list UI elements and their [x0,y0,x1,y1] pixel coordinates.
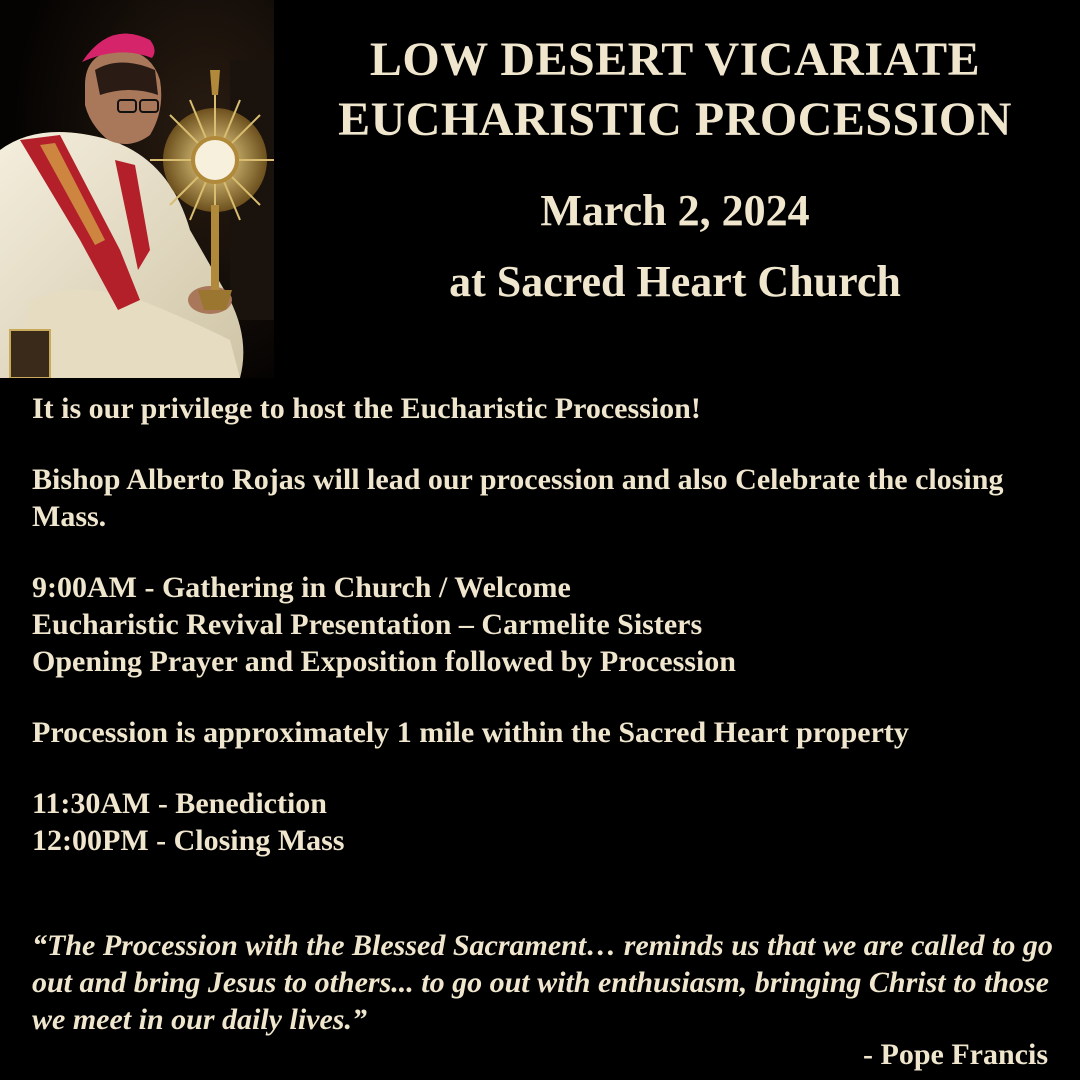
bishop-monstrance-photo [0,0,274,378]
schedule-item: 12:00PM - Closing Mass [32,824,345,857]
pope-quote: “The Procession with the Blessed Sacrament… reminds us that we are called to go out and bring Jesus to others... to go out with enthusiasm, bringing Christ to those we meet in our daily lives.” [32,929,1053,1036]
title-line-2: EUCHARISTIC PROCESSION [338,93,1012,146]
quote-attribution: - Pope Francis [863,1038,1048,1071]
schedule-item: Eucharistic Revival Presentation – Carmelite Sisters [32,608,703,641]
title-line-1: LOW DESERT VICARIATE [369,33,981,86]
schedule-item: 9:00AM - Gathering in Church / Welcome [32,571,571,604]
schedule-item: 11:30AM - Benediction [32,787,327,820]
route-text: Procession is approximately 1 mile within the Sacred Heart property [32,716,909,749]
event-date: March 2, 2024 [540,186,810,235]
intro-text: It is our privilege to host the Eucharistic Procession! [32,392,701,425]
header [300,30,1050,305]
bishop-text: Bishop Alberto Rojas will lead our procession and also Celebrate the closing Mass. [32,463,1004,533]
bishop-illustration [0,0,274,378]
schedule-item: Opening Prayer and Exposition followed by Procession [32,645,736,678]
event-venue: at Sacred Heart Church [449,257,901,306]
event-details [32,390,1062,859]
